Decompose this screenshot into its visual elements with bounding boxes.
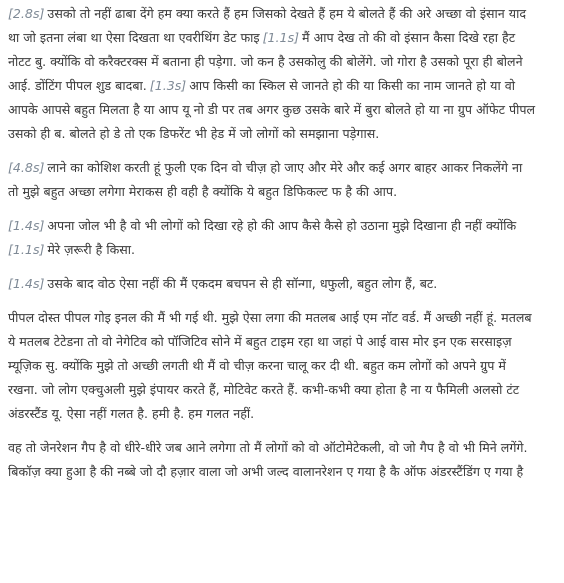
timestamp: [1.1s] [8,242,45,257]
timestamp: [1.3s] [149,78,187,93]
line-text: आई. डोंटिंग पीपल शुड बादबा. [8,78,147,93]
line-text: लाने का कोशिश करती हूं फुली एक दिन वो चीज़ हो जाए और मेरे और कई अगर बाहर आकर निकलेंगे ना [47,160,523,175]
line-text: तो मुझे बहुत अच्छा लगेगा मेराकस ही वही है क्योंकि ये बहुत डिफिकल्ट फ है की आप. [8,184,398,199]
transcript-line [8,460,564,484]
transcript-paragraph-5 [8,306,564,426]
transcript-paragraph-4 [8,272,564,296]
line-text: आप किसी का स्किल से जानते हो की या किसी का नाम जानते हो या वो [189,78,516,93]
timestamp: [1.4s] [8,218,45,233]
line-text: रखना. जो लोग एक्चुअली मुझे इंपायर करते हैं, मोटिवेट करते हैं. कभी-कभी क्या होता है ना य फैमिली अलसो टंट [8,382,520,397]
line-text: उसको तो नहीं ढाबा देंगे हम क्या करते हैं हम जिसको देखते हैं हम ये बोलते हैं की अरे अच्छा वो इंसान याद [47,6,527,21]
transcript-line [8,26,564,50]
transcript-line [8,402,564,426]
transcript-paragraph-3 [8,214,564,262]
transcript-line [8,122,564,146]
line-text: उसके बाद वोठ ऐसा नहीं की मैं एकदम बचपन से ही सॉन्गा, धफुली, बहुत लोग हैं, बट. [47,276,438,291]
transcript-line [8,436,564,460]
timestamp: [2.8s] [8,6,45,21]
transcript-line [8,180,564,204]
transcript-line [8,214,564,238]
transcript-line [8,156,564,180]
bottom-fade [0,577,564,583]
transcript-line [8,272,564,296]
transcript-line [8,74,564,98]
line-text: वह तो जेनरेशन गैप है वो धीरे-धीरे जब आने लगेगा तो मैं लोगों को वो ऑटोमेटेकली, वो जो गैप है वो भी मिने लगेंगे. [8,440,528,455]
transcript-line [8,2,564,26]
line-text: पीपल दोस्त पीपल गोइ इनल की मैं भी गई थी. मुझे ऐसा लगा की मतलब आई एम नॉट वर्ड. मैं अच्छी नहीं हूं. मतलब [8,310,532,325]
transcript-line [8,306,564,330]
line-text: उसको ही ब. बोलते हो डे तो एक डिफरेंट भी हेड में जो लोगों को समझाना पड़ेगास. [8,126,380,141]
timestamp: [1.1s] [262,30,300,45]
timestamp: [1.4s] [8,276,45,291]
timestamp: [4.8s] [8,160,45,175]
transcript-paragraph-6 [8,436,564,484]
line-text: ये मतलब टेटेडना तो वो नेगेटिव को पॉजिटिव सोने में बहुत टाइम रहा था जहां पे आई वास मोर इन एक सरसाइज़ [8,334,512,349]
transcript-line [8,50,564,74]
transcript-line [8,238,564,262]
transcript-line [8,378,564,402]
transcript-line [8,330,564,354]
line-text: बिकॉज़ क्या हुआ है की नब्बे जो दौ हज़ार वाला जो अभी जल्द वालानरेशन ए गया है कै ऑफ अंडरस्टैंडिंग ए गया है [8,464,524,479]
line-text: आपके आपसे बहुत मिलता है या आप यू नो डी पर तब अगर कुछ उसके बारे में बुरा बोलते हो या ना ग्रुप ऑफेट पीपल [8,102,536,117]
transcript-line [8,354,564,378]
transcript-paragraph-1 [8,2,564,146]
line-text: म्यूज़िक सु. क्योंकि मुझे तो अच्छी लगती थी मैं वो चीज़ करना चालू कर दी थी. बहुत कम लोगों को अपने ग्रुप में [8,358,506,373]
line-text: मेरे ज़रूरी है किसा. [47,242,136,257]
line-text: नोटट बु. क्योंकि वो करैक्टरक्स में बताना ही पड़ेगा. जो कन है उसकोलु की बोलेंगे. जो गोरा है उसको पूरा ही बोलने [8,54,523,69]
transcript-paragraph-2 [8,156,564,204]
line-text: अंडरस्टैंड यू. ऐसा नहीं गलत है. हमी है. हम गलत नहीं. [8,406,255,421]
transcript-line [8,98,564,122]
line-text: था जो इतना लंबा था ऐसा दिखता था एवरीथिंग डेट फाइ [8,30,260,45]
line-text: मैं आप देख तो की वो इंसान कैसा दिखे रहा हैट [302,30,516,45]
line-text: अपना जोल भी है वो भी लोगों को दिखा रहे हो की आप कैसे कैसे हो उठाना मुझे दिखाना ही नहीं क्योंकि [47,218,517,233]
